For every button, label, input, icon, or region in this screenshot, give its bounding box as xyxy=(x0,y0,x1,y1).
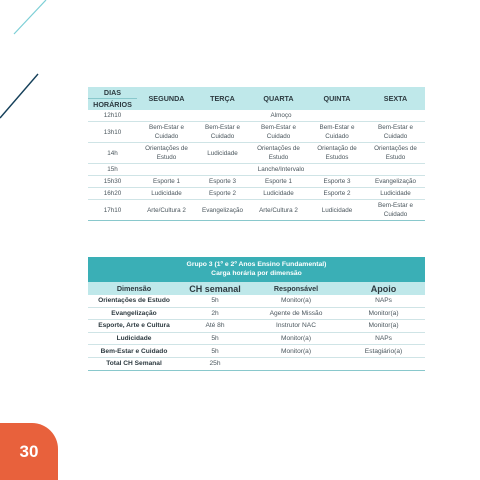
activity-cell: Esporte 1 xyxy=(137,176,196,188)
schedule-row xyxy=(88,164,425,176)
dimension-cell: Esporte, Arte e Cultura xyxy=(88,320,180,333)
empty-cell xyxy=(250,357,342,370)
schedule-corner-header xyxy=(88,87,137,110)
time-cell: 15h xyxy=(88,164,137,176)
activity-cell: Bem-Estar e Cuidado xyxy=(137,122,196,143)
activity-cell: Esporte 3 xyxy=(308,176,366,188)
responsible-cell: Monitor(a) xyxy=(250,332,342,345)
activity-cell: Evangelização xyxy=(366,176,425,188)
schedule-row xyxy=(88,176,425,188)
empty-cell xyxy=(342,357,425,370)
schedule-row xyxy=(88,110,425,122)
schedule-row xyxy=(88,122,425,143)
hours-cell: 5h xyxy=(180,332,250,345)
responsible-cell: Monitor(a) xyxy=(250,295,342,307)
activity-cell: Orientações de Estudo xyxy=(366,143,425,164)
dimension-cell: Evangelização xyxy=(88,307,180,320)
corner-days-label: DIAS xyxy=(88,87,137,99)
hours-cell: 5h xyxy=(180,345,250,358)
activity-cell: Esporte 2 xyxy=(196,188,249,200)
responsible-cell: Instrutor NAC xyxy=(250,320,342,333)
schedule-row xyxy=(88,200,425,221)
group3-workload-table xyxy=(88,257,425,371)
activity-cell: Orientação de Estudos xyxy=(308,143,366,164)
support-cell: Estagiário(a) xyxy=(342,345,425,358)
activity-cell: Ludicidade xyxy=(249,188,308,200)
activity-cell: Ludicidade xyxy=(137,188,196,200)
time-cell: 17h10 xyxy=(88,200,137,221)
activity-cell: Bem-Estar e Cuidado xyxy=(249,122,308,143)
time-cell: 16h20 xyxy=(88,188,137,200)
hours-cell: Até 8h xyxy=(180,320,250,333)
group3-row xyxy=(88,295,425,307)
group3-title-line2: Carga horária por dimensão xyxy=(211,270,302,277)
day-header: SEGUNDA xyxy=(137,87,196,110)
support-cell: Monitor(a) xyxy=(342,307,425,320)
dimension-cell: Orientações de Estudo xyxy=(88,295,180,307)
group3-total-row xyxy=(88,357,425,370)
break-cell: Lanche/Intervalo xyxy=(137,164,425,176)
break-cell: Almoço xyxy=(137,110,425,122)
support-cell: NAPs xyxy=(342,295,425,307)
schedule-row xyxy=(88,143,425,164)
activity-cell: Ludicidade xyxy=(196,143,249,164)
time-cell: 15h30 xyxy=(88,176,137,188)
dimension-cell: Ludicidade xyxy=(88,332,180,345)
total-hours-cell: 25h xyxy=(180,357,250,370)
weekly-hours-header: CH semanal xyxy=(180,282,250,295)
hours-cell: 2h xyxy=(180,307,250,320)
responsible-header: Responsável xyxy=(250,282,342,295)
time-cell: 12h10 xyxy=(88,110,137,122)
day-header: TERÇA xyxy=(196,87,249,110)
activity-cell: Ludicidade xyxy=(366,188,425,200)
day-header: SEXTA xyxy=(366,87,425,110)
dimension-cell: Bem-Estar e Cuidado xyxy=(88,345,180,358)
activity-cell: Orientações de Estudo xyxy=(249,143,308,164)
group3-title-line1: Grupo 3 (1º e 2º Anos Ensino Fundamental) xyxy=(186,261,327,268)
group3-row xyxy=(88,320,425,333)
page-number-badge xyxy=(0,423,58,480)
activity-cell: Arte/Cultura 2 xyxy=(249,200,308,221)
activity-cell: Esporte 3 xyxy=(196,176,249,188)
schedule-row xyxy=(88,188,425,200)
activity-cell: Bem-Estar e Cuidado xyxy=(366,122,425,143)
hours-cell: 5h xyxy=(180,295,250,307)
activity-cell: Evangelização xyxy=(196,200,249,221)
group3-row xyxy=(88,332,425,345)
activity-cell: Arte/Cultura 2 xyxy=(137,200,196,221)
responsible-cell: Agente de Missão xyxy=(250,307,342,320)
group3-row xyxy=(88,345,425,358)
responsible-cell: Monitor(a) xyxy=(250,345,342,358)
time-cell: 13h10 xyxy=(88,122,137,143)
schedule-header-row xyxy=(88,87,425,110)
page-number: 30 xyxy=(19,441,39,461)
support-cell: Monitor(a) xyxy=(342,320,425,333)
day-header: QUINTA xyxy=(308,87,366,110)
group3-header-row xyxy=(88,282,425,295)
time-cell: 14h xyxy=(88,143,137,164)
schedule-table xyxy=(88,87,425,221)
total-label-cell: Total CH Semanal xyxy=(88,357,180,370)
group3-title xyxy=(88,257,425,282)
activity-cell: Esporte 2 xyxy=(308,188,366,200)
support-header: Apoio xyxy=(342,282,425,295)
activity-cell: Bem-Estar e Cuidado xyxy=(366,200,425,221)
activity-cell: Bem-Estar e Cuidado xyxy=(196,122,249,143)
day-header: QUARTA xyxy=(249,87,308,110)
activity-cell: Ludicidade xyxy=(308,200,366,221)
support-cell: NAPs xyxy=(342,332,425,345)
group3-row xyxy=(88,307,425,320)
activity-cell: Orientações de Estudo xyxy=(137,143,196,164)
activity-cell: Esporte 1 xyxy=(249,176,308,188)
dimension-header: Dimensão xyxy=(88,282,180,295)
activity-cell: Bem-Estar e Cuidado xyxy=(308,122,366,143)
corner-hours-label: HORÁRIOS xyxy=(93,100,132,109)
